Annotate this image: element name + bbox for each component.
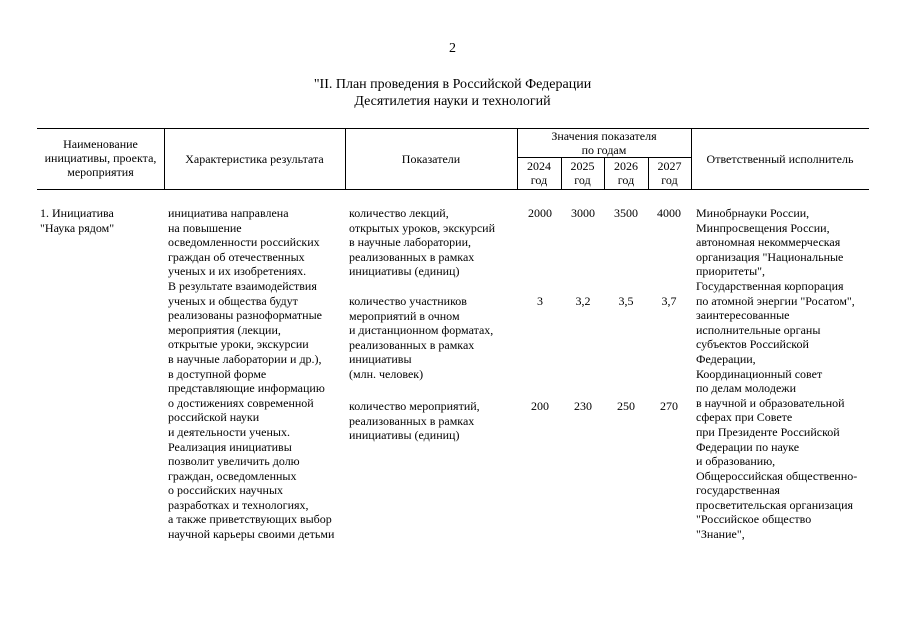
indicator-text: количество лекций, открытых уроков, экскурсий в научные лаборатории, реализованных в рамках инициативы (единиц) bbox=[349, 206, 496, 279]
table-header-bottom-rule bbox=[37, 189, 869, 190]
indicator-value: 250 bbox=[617, 399, 635, 413]
header-result: Характеристика результата bbox=[185, 152, 324, 166]
plan-title-line-1: "II. План проведения в Российской Федерации bbox=[313, 77, 592, 92]
header-year-2026: 2026 год bbox=[614, 159, 638, 187]
page-number: 2 bbox=[449, 41, 456, 56]
header-year-2025: 2025 год bbox=[570, 159, 595, 187]
indicator-value: 3,7 bbox=[661, 294, 677, 308]
indicator-value: 200 bbox=[531, 399, 549, 413]
table-top-rule bbox=[37, 128, 869, 129]
header-year-2027: 2027 год bbox=[657, 159, 682, 187]
indicator-value: 230 bbox=[574, 399, 592, 413]
plan-title-line-2: Десятилетия науки и технологий bbox=[354, 94, 551, 109]
header-name: Наименование инициативы, проекта, мероприятия bbox=[44, 137, 157, 179]
row-result-description: инициатива направлена на повышение осведомленности российских граждан об отечественных ученых и их изобретениях. В результате взаимодействия ученых и общества будут реализованы разноформатные мероприятия (лекции, открытые уроки, экскурсии в научные лаборатории и др.), в доступной форме представляющие информацию о достижениях современной российской науки и деятельности ученых. Реализация инициативы позволит увеличить долю граждан, осведомленных о российских научных разработках и технологиях, а также приветствующих выбор научной карьеры своими детьми bbox=[168, 206, 335, 542]
indicator-value: 4000 bbox=[657, 206, 681, 220]
indicator-value: 3,2 bbox=[575, 294, 591, 308]
indicator-value: 3 bbox=[537, 294, 543, 308]
indicator-value: 3500 bbox=[614, 206, 638, 220]
row-name: 1. Инициатива "Наука рядом" bbox=[40, 206, 115, 235]
header-values: Значения показателя по годам bbox=[551, 129, 657, 157]
header-executor: Ответственный исполнитель bbox=[706, 152, 854, 166]
row-executor: Минобрнауки России, Минпросвещения России, автономная некоммерческая организация "Национальные приоритеты", Государственная корпорация по атомной энергии "Росатом", заинтересованные исполнительные органы субъектов Российской Федерации, Координационный совет по делам молодежи в научной и образовательной сферах при Совете при Президенте Российской Федерации по науке и образованию, Общероссийская общественно- государственная просветительская организация "Российское общество "Знание", bbox=[696, 206, 858, 542]
indicator-value: 2000 bbox=[528, 206, 552, 220]
header-indicators: Показатели bbox=[401, 152, 461, 166]
plan-title bbox=[0, 76, 905, 110]
indicator-value: 3,5 bbox=[618, 294, 634, 308]
indicator-value: 270 bbox=[660, 399, 678, 413]
header-year-2024: 2024 год bbox=[527, 159, 551, 187]
indicator-text: количество участников мероприятий в очном и дистанционном форматах, реализованных в рамках инициативы (млн. человек) bbox=[349, 294, 494, 381]
indicator-text: количество мероприятий, реализованных в рамках инициативы (единиц) bbox=[349, 399, 480, 443]
indicator-value: 3000 bbox=[571, 206, 595, 220]
